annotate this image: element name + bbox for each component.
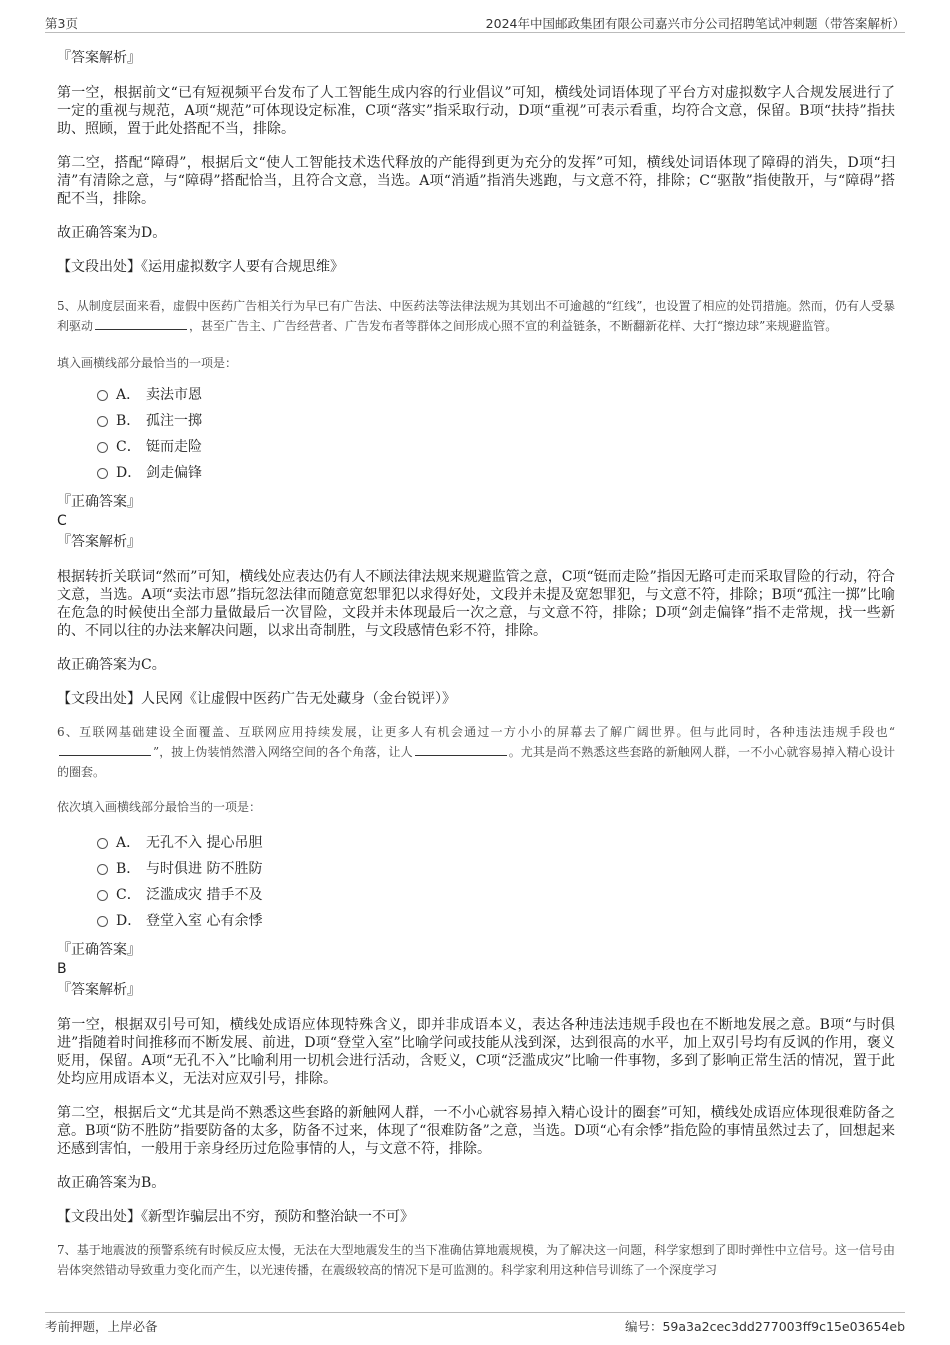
q6-correct-label: 『正确答案』 [57,942,141,958]
footer-slogan: 考前押题，上岸必备 [45,1319,158,1334]
q6-option-d[interactable]: D． 登堂入室 心有余悸 [97,908,895,934]
q6-explain-label: 『答案解析』 [57,982,141,998]
q6-blank-2 [415,743,507,756]
q5-option-d[interactable]: D． 剑走偏锋 [97,460,895,486]
q7-stem: 7、基于地震波的预警系统有时候反应太慢，无法在大型地震发生的当下准确估算地震规模，为了解决这一问题，科学家想到了即时弹性中立信号。这一信号由岩体突然错动导致重力变化而产生，以光速传播，在震级较高的情况下是可监测的。科学家利用这种信号训练了一个深度学习 [57,1243,895,1277]
radio-icon[interactable] [97,838,108,849]
q6-options [57,830,895,934]
q5-stem-part1: 5、从制度层面来看，虚假中医药广告相关行为早已有广告法、中医药法等法律法规为其划出不可逾越的“红线”，也设置了相应的处罚措施。然而，仍有人受暴利驱动 [57,299,895,333]
document-title: 2024年中国邮政集团有限公司嘉兴市分公司招聘笔试冲刺题（带答案解析） [485,16,905,31]
page-footer [45,1312,905,1338]
q5-stem-part2: ，甚至广告主、广告经营者、广告发布者等群体之间形成心照不宣的利益链条，不断翻新花样、大打“擦边球”来规避监管。 [189,319,838,333]
document-id: 编号：59a3a2cec3dd277003ff9c15e03654eb [624,1319,905,1334]
q5-prompt: 填入画横线部分最恰当的一项是： [57,356,238,370]
document-body [57,44,895,1280]
q5-explain-label: 『答案解析』 [57,534,141,550]
q6-prompt: 依次填入画横线部分最恰当的一项是： [57,800,262,814]
radio-icon[interactable] [97,916,108,927]
q5-blank [95,317,187,330]
q5-explain-p1: 根据转折关联词“然而”可知，横线处应表达仍有人不顾法律法规来规避监管之意，C项“铤而走险”指因无路可走而采取冒险的行动，符合文意，当选。A项“卖法市恩”指玩忽法律而随意宽恕罪犯以求得好处，文段并未提及宽恕罪犯，与文意不符，排除；B项“孤注一掷”比喻在危急的时候使出全部力量做最后一次冒险，文段并未体现最后一次之意，与文意不符，排除；D项“剑走偏锋”指不走常规，找一些新的、不同以往的办法来解决问题，以求出奇制胜，与文段感情色彩不符，排除。 [57,569,895,639]
q4-conclusion: 故正确答案为D。 [57,225,167,241]
q4-explain-label: 『答案解析』 [57,50,141,66]
q5-correct-answer: C [57,513,67,529]
q5-option-b[interactable]: B． 孤注一掷 [97,408,895,434]
q6-stem-part2: ”，披上伪装悄然潜入网络空间的各个角落，让人 [153,745,413,759]
page-header [45,12,905,33]
q4-explain-p1: 第一空，根据前文“已有短视频平台发布了人工智能生成内容的行业倡议”可知，横线处词语体现了平台方对虚拟数字人合规发展进行了一定的重视与规范，A项“规范”可体现设定标准，C项“落实”指采取行动，D项“重视”可表示看重，均符合文意，保留。B项“扶持”指扶助、照顾，置于此处搭配不当，排除。 [57,85,895,137]
radio-icon[interactable] [97,416,108,427]
radio-icon[interactable] [97,864,108,875]
radio-icon[interactable] [97,890,108,901]
q6-stem-part3: 。尤其是尚不熟悉这些套路的新触网人群，一不小心就容易掉入精心设计的圈套。 [57,745,895,779]
radio-icon[interactable] [97,442,108,453]
q6-blank-1 [59,743,151,756]
q6-option-c[interactable]: C． 泛滥成灾 措手不及 [97,882,895,908]
q5-option-c[interactable]: C． 铤而走险 [97,434,895,460]
q5-stem [57,296,895,336]
q5-source: 【文段出处】人民网《让虚假中医药广告无处藏身（金台锐评）》 [57,691,456,707]
q6-source: 【文段出处】《新型诈骗层出不穷，预防和整治缺一不可》 [57,1209,414,1225]
q5-option-a[interactable]: A． 卖法市恩 [97,382,895,408]
q6-stem [57,722,895,782]
q5-conclusion: 故正确答案为C。 [57,657,166,673]
radio-icon[interactable] [97,390,108,401]
page-number: 第3页 [45,16,78,31]
q6-explain-p2: 第二空，根据后文“尤其是尚不熟悉这些套路的新触网人群，一不小心就容易掉入精心设计的圈套”可知，横线处成语应体现很难防备之意。B项“防不胜防”指要防备的太多，防备不过来，体现了“很难防备”之意，当选。D项“心有余悸”指危险的事情虽然过去了，回想起来还感到害怕，一般用于亲身经历过危险事情的人，与文意不符，排除。 [57,1105,895,1157]
q6-conclusion: 故正确答案为B。 [57,1175,166,1191]
q4-explain-p2: 第二空，搭配“障碍”，根据后文“使人工智能技术迭代释放的产能得到更为充分的发挥”可知，横线处词语体现了障碍的消失，D项“扫清”有清除之意，与“障碍”搭配恰当，且符合文意，当选。A项“消遁”指消失逃跑，与文意不符，排除；C“驱散”指使散开，与“障碍”搭配不当，排除。 [57,155,895,207]
q6-option-b[interactable]: B． 与时俱进 防不胜防 [97,856,895,882]
radio-icon[interactable] [97,468,108,479]
q5-options [57,382,895,486]
q6-option-a[interactable]: A． 无孔不入 提心吊胆 [97,830,895,856]
q6-stem-part1: 6、互联网基础建设全面覆盖、互联网应用持续发展，让更多人有机会通过一方小小的屏幕去了解广阔世界。但与此同时，各种违法违规手段也“ [57,725,895,739]
q6-explain-p1: 第一空，根据双引号可知，横线处成语应体现特殊含义，即并非成语本义，表达各种违法违规手段也在不断地发展之意。B项“与时俱进”指随着时间推移而不断发展、前进，D项“登堂入室”比喻学问或技能从浅到深，达到很高的水平，加上双引号均有反讽的作用，褒义贬用，保留。A项“无孔不入”比喻利用一切机会进行活动，含贬义，C项“泛滥成灾”比喻一件事物，多到了影响正常生活的情况，置于此处均应用成语本义，无法对应双引号，排除。 [57,1017,895,1087]
q5-correct-label: 『正确答案』 [57,494,141,510]
q4-source: 【文段出处】《运用虚拟数字人要有合规思维》 [57,259,344,275]
q6-correct-answer: B [57,961,67,977]
